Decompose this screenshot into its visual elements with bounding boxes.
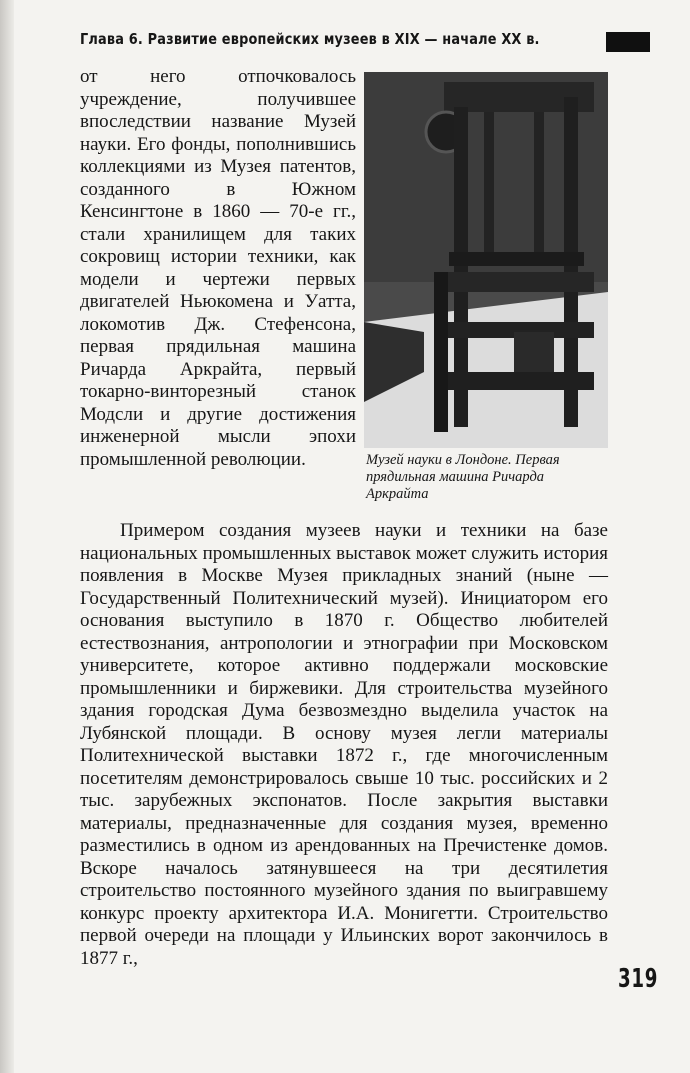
page-number: 319 [618, 964, 659, 994]
column-paragraph: от него отпочковалось учреждение, получившее впоследствии название Музей науки. Его фонды, пополнившись коллекциями из Музея патентов, созданного в Южном Кенсингтоне в 1860 — 70-е гг., стали хранилищем для таких сокровищ истории техники, как модели и чертежи первых двигателей Ньюкомена и Уатта, локомотив Дж. Стефенсона, первая прядильная машина Ричарда Аркрайта, первый токарно-винторезный станок Модсли и другие достижения инженерной мысли эпохи промышленной революции. [80, 66, 356, 470]
figure-caption: Музей науки в Лондоне. Первая прядильная машина Ричарда Аркрайта [366, 452, 560, 502]
narrow-text-column [80, 66, 356, 471]
spinning-machine-photo [364, 72, 608, 448]
page-edge [0, 0, 14, 1073]
chapter-title: Глава 6. Развитие европейских музеев в XIX — начале XX в. [80, 30, 540, 48]
main-text [80, 520, 608, 970]
running-header [80, 30, 650, 54]
main-paragraph: Примером создания музеев науки и техники на базе национальных промышленных выставок может служить история появления в Москве Музея прикладных знаний (ныне — Государственный Политехнический музей). Инициатором его основания выступило в 1870 г. Общество любителей естествознания, антропологии и этнографии при Московском университете, которое активно поддержали московские промышленники и биржевики. Для строительства музейного здания городская Дума безвозмездно выделила участок на Лубянской площади. В основу музея легли материалы Политехнической выставки 1872 г., где многочисленным посетителям демонстрировалось свыше 10 тыс. российских и 2 тыс. зарубежных экспонатов. После закрытия выставки материалы, предназначенные для создания музея, временно разместились в одном из арендованных на Пречистенке домов. Вскоре началось затянувшееся на три десятилетия строительство постоянного музейного здания по выигравшему конкурс проекту архитектора И.А. Монигетти. Строительство первой очереди на площади у Ильинских ворот закончилось в 1877 г., [80, 520, 608, 969]
header-marker [606, 32, 650, 52]
spinning-machine-illustration [364, 72, 608, 448]
figure [364, 72, 608, 503]
